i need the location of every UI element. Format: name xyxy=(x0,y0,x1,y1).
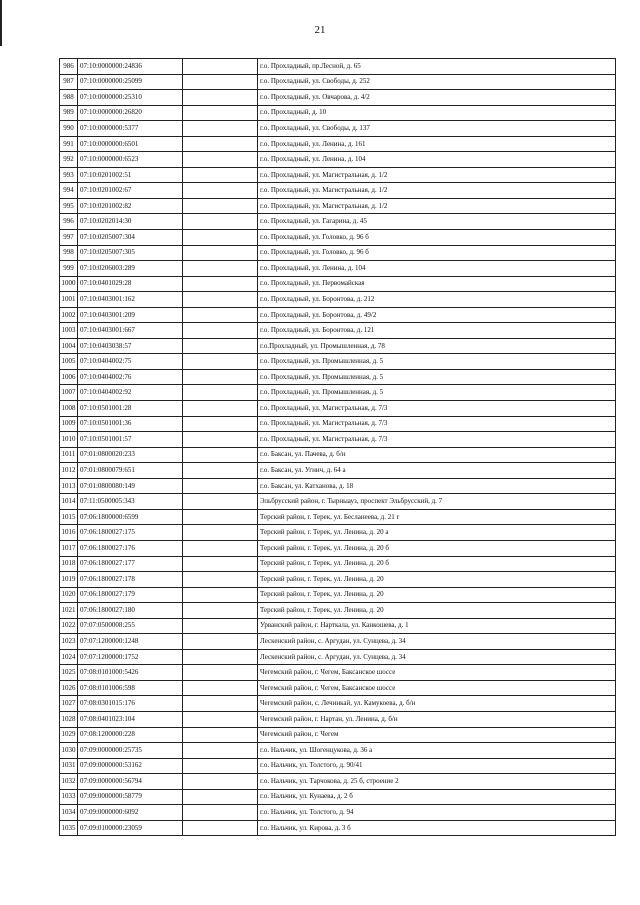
table-row xyxy=(60,478,616,494)
cadastral-number-cell: 07:10:0201002:67 xyxy=(78,183,183,199)
table-row xyxy=(60,90,616,106)
table-row xyxy=(60,369,616,385)
address-cell: г.о. Прохладный, ул. Ленина, д. 104 xyxy=(258,152,616,168)
cadastral-number-cell: 07:08:0101000:5426 xyxy=(78,665,183,681)
address-cell: г.о. Прохладный, ул. Первомайская xyxy=(258,276,616,292)
table-row xyxy=(60,525,616,541)
empty-cell xyxy=(183,758,258,774)
cadastral-number-cell: 07:10:0000000:24836 xyxy=(78,59,183,75)
row-number-cell: 997 xyxy=(60,230,78,246)
table-row xyxy=(60,463,616,479)
table-row xyxy=(60,230,616,246)
table-row xyxy=(60,758,616,774)
table-row xyxy=(60,261,616,277)
cadastral-number-cell: 07:06:1800027:179 xyxy=(78,587,183,603)
address-cell: г.о. Нальчик, ул. Шогенцукова, д. 36 а xyxy=(258,743,616,759)
address-cell: г.о. Прохладный, ул. Ленина, д. 161 xyxy=(258,136,616,152)
row-number-cell: 991 xyxy=(60,136,78,152)
row-number-cell: 1029 xyxy=(60,727,78,743)
cadastral-number-cell: 07:01:0800079:651 xyxy=(78,463,183,479)
table-row xyxy=(60,245,616,261)
empty-cell xyxy=(183,416,258,432)
table-row xyxy=(60,416,616,432)
address-cell: г.о. Прохладный, ул. Магистральная, д. 7/3 xyxy=(258,416,616,432)
cadastral-number-cell: 07:10:0000000:5377 xyxy=(78,121,183,137)
empty-cell xyxy=(183,338,258,354)
row-number-cell: 1009 xyxy=(60,416,78,432)
table-row xyxy=(60,711,616,727)
cadastral-number-cell: 07:10:0404002:76 xyxy=(78,369,183,385)
address-cell: г.о. Прохладный, ул. Гагарина, д. 45 xyxy=(258,214,616,230)
registry-body xyxy=(60,59,616,836)
table-row xyxy=(60,385,616,401)
empty-cell xyxy=(183,369,258,385)
address-cell: Лескенский район, с. Аргудан, ул. Сунцева, д. 34 xyxy=(258,634,616,650)
table-row xyxy=(60,774,616,790)
empty-cell xyxy=(183,385,258,401)
table-row xyxy=(60,74,616,90)
empty-cell xyxy=(183,432,258,448)
empty-cell xyxy=(183,774,258,790)
table-row xyxy=(60,789,616,805)
empty-cell xyxy=(183,136,258,152)
row-number-cell: 993 xyxy=(60,167,78,183)
table-row xyxy=(60,432,616,448)
table-row xyxy=(60,447,616,463)
row-number-cell: 1012 xyxy=(60,463,78,479)
empty-cell xyxy=(183,230,258,246)
address-cell: г.о. Прохладный, ул. Ленина, д. 104 xyxy=(258,261,616,277)
table-row xyxy=(60,603,616,619)
row-number-cell: 1021 xyxy=(60,603,78,619)
empty-cell xyxy=(183,354,258,370)
address-cell: г.о. Прохладный, ул. Магистральная, д. 7/3 xyxy=(258,432,616,448)
row-number-cell: 1007 xyxy=(60,385,78,401)
address-cell: г.о. Баксан, ул. Угнич, д. 64 а xyxy=(258,463,616,479)
address-cell: г.о. Прохладный, ул. Боронтова, д. 212 xyxy=(258,292,616,308)
row-number-cell: 1001 xyxy=(60,292,78,308)
address-cell: г.о. Прохладный, ул. Овчарова, д. 4/2 xyxy=(258,90,616,106)
address-cell: Лескенский район, с. Аргудан, ул. Сунцева, д. 34 xyxy=(258,649,616,665)
cadastral-number-cell: 07:10:0403001:667 xyxy=(78,323,183,339)
cadastral-number-cell: 07:09:0000000:53162 xyxy=(78,758,183,774)
row-number-cell: 998 xyxy=(60,245,78,261)
address-cell: г.о. Прохладный, ул. Свободы, д. 252 xyxy=(258,74,616,90)
cadastral-number-cell: 07:07:0500008:255 xyxy=(78,618,183,634)
cadastral-number-cell: 07:06:1800027:177 xyxy=(78,556,183,572)
row-number-cell: 986 xyxy=(60,59,78,75)
row-number-cell: 1035 xyxy=(60,820,78,836)
empty-cell xyxy=(183,59,258,75)
empty-cell xyxy=(183,649,258,665)
row-number-cell: 990 xyxy=(60,121,78,137)
empty-cell xyxy=(183,214,258,230)
cadastral-number-cell: 07:10:0403001:209 xyxy=(78,307,183,323)
cadastral-number-cell: 07:09:0100000:23059 xyxy=(78,820,183,836)
empty-cell xyxy=(183,478,258,494)
cadastral-number-cell: 07:10:0403038:57 xyxy=(78,338,183,354)
row-number-cell: 1031 xyxy=(60,758,78,774)
address-cell: Терский район, г. Терек, ул. Ленина, д. 20 б xyxy=(258,540,616,556)
address-cell: г.о.Прохладный, ул. Промышленная, д. 78 xyxy=(258,338,616,354)
row-number-cell: 1013 xyxy=(60,478,78,494)
empty-cell xyxy=(183,463,258,479)
table-row xyxy=(60,494,616,510)
row-number-cell: 1032 xyxy=(60,774,78,790)
address-cell: г.о. Прохладный, ул. Головко, д. 96 б xyxy=(258,230,616,246)
address-cell: г.о. Прохладный, ул. Промышленная, д. 5 xyxy=(258,369,616,385)
empty-cell xyxy=(183,90,258,106)
address-cell: Терский район, г. Терек, ул. Ленина, д. 20 а xyxy=(258,525,616,541)
empty-cell xyxy=(183,618,258,634)
row-number-cell: 987 xyxy=(60,74,78,90)
empty-cell xyxy=(183,634,258,650)
address-cell: г.о. Нальчик, ул. Кунаева, д. 2 б xyxy=(258,789,616,805)
empty-cell xyxy=(183,447,258,463)
table-row xyxy=(60,152,616,168)
table-row xyxy=(60,323,616,339)
table-row xyxy=(60,587,616,603)
row-number-cell: 1002 xyxy=(60,307,78,323)
address-cell: Терский район, г. Терек, ул. Ленина, д. 20 xyxy=(258,572,616,588)
cadastral-number-cell: 07:10:0501001:28 xyxy=(78,401,183,417)
row-number-cell: 1015 xyxy=(60,509,78,525)
cadastral-number-cell: 07:10:0206003:289 xyxy=(78,261,183,277)
table-row xyxy=(60,556,616,572)
table-row xyxy=(60,805,616,821)
table-row xyxy=(60,634,616,650)
table-row xyxy=(60,820,616,836)
cadastral-number-cell: 07:08:0101006:598 xyxy=(78,680,183,696)
empty-cell xyxy=(183,820,258,836)
cadastral-number-cell: 07:10:0202014:30 xyxy=(78,214,183,230)
address-cell: г.о. Прохладный, ул. Боронтова, д. 121 xyxy=(258,323,616,339)
table-row xyxy=(60,696,616,712)
row-number-cell: 1026 xyxy=(60,680,78,696)
empty-cell xyxy=(183,727,258,743)
row-number-cell: 989 xyxy=(60,105,78,121)
row-number-cell: 1020 xyxy=(60,587,78,603)
empty-cell xyxy=(183,167,258,183)
table-row xyxy=(60,665,616,681)
address-cell: г.о. Прохладный, ул. Магистральная, д. 1/2 xyxy=(258,183,616,199)
address-cell: Терский район, г. Терек, ул. Бесланеева, д. 21 г xyxy=(258,509,616,525)
address-cell: г.о. Нальчик, ул. Кирова, д. 3 б xyxy=(258,820,616,836)
address-cell: г.о. Нальчик, ул. Тарчокова, д. 25 б, строение 2 xyxy=(258,774,616,790)
row-number-cell: 1004 xyxy=(60,338,78,354)
empty-cell xyxy=(183,121,258,137)
empty-cell xyxy=(183,401,258,417)
cadastral-number-cell: 07:07:1200000:1248 xyxy=(78,634,183,650)
table-row xyxy=(60,136,616,152)
address-cell: Чегемский район, г. Чегем, Баксанское шоссе xyxy=(258,680,616,696)
address-cell: Чегемский район, г. Чегем xyxy=(258,727,616,743)
row-number-cell: 1006 xyxy=(60,369,78,385)
table-row xyxy=(60,649,616,665)
address-cell: г.о. Прохладный, ул. Свободы, д. 137 xyxy=(258,121,616,137)
table-row xyxy=(60,743,616,759)
empty-cell xyxy=(183,509,258,525)
table-row xyxy=(60,540,616,556)
cadastral-number-cell: 07:10:0205007:304 xyxy=(78,230,183,246)
address-cell: г.о. Прохладный, пр.Лесной, д. 65 xyxy=(258,59,616,75)
row-number-cell: 1030 xyxy=(60,743,78,759)
row-number-cell: 1000 xyxy=(60,276,78,292)
cadastral-number-cell: 07:06:1800000:6599 xyxy=(78,509,183,525)
address-cell: Чегемский район, с. Лечинкай, ул. Камукоева, д. б/н xyxy=(258,696,616,712)
address-cell: г.о. Прохладный, ул. Магистральная, д. 7/3 xyxy=(258,401,616,417)
cadastral-number-cell: 07:10:0501001:36 xyxy=(78,416,183,432)
scan-edge-mark xyxy=(0,0,2,46)
row-number-cell: 1010 xyxy=(60,432,78,448)
row-number-cell: 1023 xyxy=(60,634,78,650)
empty-cell xyxy=(183,743,258,759)
row-number-cell: 1011 xyxy=(60,447,78,463)
empty-cell xyxy=(183,556,258,572)
cadastral-number-cell: 07:10:0401029:28 xyxy=(78,276,183,292)
row-number-cell: 1008 xyxy=(60,401,78,417)
cadastral-number-cell: 07:10:0201002:51 xyxy=(78,167,183,183)
cadastral-number-cell: 07:10:0000000:6501 xyxy=(78,136,183,152)
address-cell: Терский район, г. Терек, ул. Ленина, д. 20 xyxy=(258,587,616,603)
empty-cell xyxy=(183,323,258,339)
empty-cell xyxy=(183,245,258,261)
empty-cell xyxy=(183,789,258,805)
row-number-cell: 994 xyxy=(60,183,78,199)
cadastral-number-cell: 07:10:0501001:57 xyxy=(78,432,183,448)
address-cell: г.о. Баксан, ул. Пачева, д. б/н xyxy=(258,447,616,463)
address-cell: г.о. Прохладный, ул. Магистральная, д. 1/2 xyxy=(258,198,616,214)
table-row xyxy=(60,338,616,354)
table-row xyxy=(60,307,616,323)
address-cell: г.о. Баксан, ул. Катханова, д. 18 xyxy=(258,478,616,494)
row-number-cell: 996 xyxy=(60,214,78,230)
address-cell: г.о. Нальчик, ул. Толстого, д. 94 xyxy=(258,805,616,821)
empty-cell xyxy=(183,276,258,292)
row-number-cell: 1024 xyxy=(60,649,78,665)
cadastral-number-cell: 07:10:0403001:162 xyxy=(78,292,183,308)
address-cell: Эльбрусский район, г. Тырныауз, проспект Эльбрусский, д. 7 xyxy=(258,494,616,510)
empty-cell xyxy=(183,696,258,712)
address-cell: Терский район, г. Терек, ул. Ленина, д. 20 б xyxy=(258,556,616,572)
row-number-cell: 1019 xyxy=(60,572,78,588)
table-row xyxy=(60,59,616,75)
table-row xyxy=(60,214,616,230)
cadastral-number-cell: 07:08:0401023:104 xyxy=(78,711,183,727)
cadastral-number-cell: 07:06:1800027:180 xyxy=(78,603,183,619)
table-row xyxy=(60,401,616,417)
registry-table xyxy=(59,58,616,836)
empty-cell xyxy=(183,680,258,696)
address-cell: г.о. Прохладный, ул. Боронтова, д. 49/2 xyxy=(258,307,616,323)
empty-cell xyxy=(183,307,258,323)
cadastral-number-cell: 07:01:0800020:233 xyxy=(78,447,183,463)
cadastral-number-cell: 07:10:0201002:82 xyxy=(78,198,183,214)
cadastral-number-cell: 07:06:1800027:175 xyxy=(78,525,183,541)
table-row xyxy=(60,183,616,199)
cadastral-number-cell: 07:10:0000000:25310 xyxy=(78,90,183,106)
row-number-cell: 1014 xyxy=(60,494,78,510)
cadastral-number-cell: 07:08:1200000:228 xyxy=(78,727,183,743)
table-row xyxy=(60,680,616,696)
row-number-cell: 1016 xyxy=(60,525,78,541)
cadastral-number-cell: 07:10:0404002:92 xyxy=(78,385,183,401)
empty-cell xyxy=(183,494,258,510)
empty-cell xyxy=(183,152,258,168)
table-row xyxy=(60,276,616,292)
row-number-cell: 1034 xyxy=(60,805,78,821)
address-cell: г.о. Прохладный, ул. Магистральная, д. 1/2 xyxy=(258,167,616,183)
table-row xyxy=(60,618,616,634)
cadastral-number-cell: 07:09:0000000:58779 xyxy=(78,789,183,805)
cadastral-number-cell: 07:10:0404002:75 xyxy=(78,354,183,370)
address-cell: Чегемский район, г. Нартан, ул. Ленина, д. б/н xyxy=(258,711,616,727)
empty-cell xyxy=(183,540,258,556)
table-row xyxy=(60,509,616,525)
row-number-cell: 995 xyxy=(60,198,78,214)
cadastral-number-cell: 07:06:1800027:176 xyxy=(78,540,183,556)
cadastral-number-cell: 07:09:0000000:25735 xyxy=(78,743,183,759)
row-number-cell: 999 xyxy=(60,261,78,277)
row-number-cell: 1017 xyxy=(60,540,78,556)
row-number-cell: 1003 xyxy=(60,323,78,339)
cadastral-number-cell: 07:07:1200000:1752 xyxy=(78,649,183,665)
row-number-cell: 1022 xyxy=(60,618,78,634)
address-cell: Терский район, г. Терек, ул. Ленина, д. 20 xyxy=(258,603,616,619)
table-row xyxy=(60,167,616,183)
row-number-cell: 1028 xyxy=(60,711,78,727)
empty-cell xyxy=(183,711,258,727)
address-cell: Чегемский район, г. Чегем, Баксанское шоссе xyxy=(258,665,616,681)
address-cell: Урванский район, г. Нарткала, ул. Канкошева, д. 1 xyxy=(258,618,616,634)
address-cell: г.о. Прохладный, д. 10 xyxy=(258,105,616,121)
empty-cell xyxy=(183,292,258,308)
address-cell: г.о. Нальчик, ул. Толстого, д. 90/41 xyxy=(258,758,616,774)
table-row xyxy=(60,292,616,308)
cadastral-number-cell: 07:10:0000000:26820 xyxy=(78,105,183,121)
address-cell: г.о. Прохладный, ул. Промышленная, д. 5 xyxy=(258,354,616,370)
cadastral-number-cell: 07:06:1800027:178 xyxy=(78,572,183,588)
cadastral-number-cell: 07:09:0000000:6092 xyxy=(78,805,183,821)
empty-cell xyxy=(183,665,258,681)
cadastral-number-cell: 07:11:0500005:343 xyxy=(78,494,183,510)
table-row xyxy=(60,198,616,214)
address-cell: г.о. Прохладный, ул. Промышленная, д. 5 xyxy=(258,385,616,401)
row-number-cell: 1033 xyxy=(60,789,78,805)
page-number: 21 xyxy=(314,24,326,36)
row-number-cell: 1025 xyxy=(60,665,78,681)
cadastral-number-cell: 07:01:0800080:149 xyxy=(78,478,183,494)
cadastral-number-cell: 07:10:0205007:305 xyxy=(78,245,183,261)
empty-cell xyxy=(183,105,258,121)
table-row xyxy=(60,105,616,121)
cadastral-number-cell: 07:10:0000000:25099 xyxy=(78,74,183,90)
cadastral-number-cell: 07:08:0301015:176 xyxy=(78,696,183,712)
empty-cell xyxy=(183,805,258,821)
empty-cell xyxy=(183,74,258,90)
address-cell: г.о. Прохладный, ул. Головко, д. 96 б xyxy=(258,245,616,261)
row-number-cell: 1005 xyxy=(60,354,78,370)
table-row xyxy=(60,572,616,588)
row-number-cell: 1027 xyxy=(60,696,78,712)
table-row xyxy=(60,121,616,137)
empty-cell xyxy=(183,261,258,277)
empty-cell xyxy=(183,587,258,603)
row-number-cell: 988 xyxy=(60,90,78,106)
empty-cell xyxy=(183,183,258,199)
table-row xyxy=(60,727,616,743)
empty-cell xyxy=(183,572,258,588)
empty-cell xyxy=(183,525,258,541)
table-row xyxy=(60,354,616,370)
row-number-cell: 992 xyxy=(60,152,78,168)
empty-cell xyxy=(183,603,258,619)
empty-cell xyxy=(183,198,258,214)
row-number-cell: 1018 xyxy=(60,556,78,572)
cadastral-number-cell: 07:10:0000000:6523 xyxy=(78,152,183,168)
cadastral-number-cell: 07:09:0000000:56794 xyxy=(78,774,183,790)
